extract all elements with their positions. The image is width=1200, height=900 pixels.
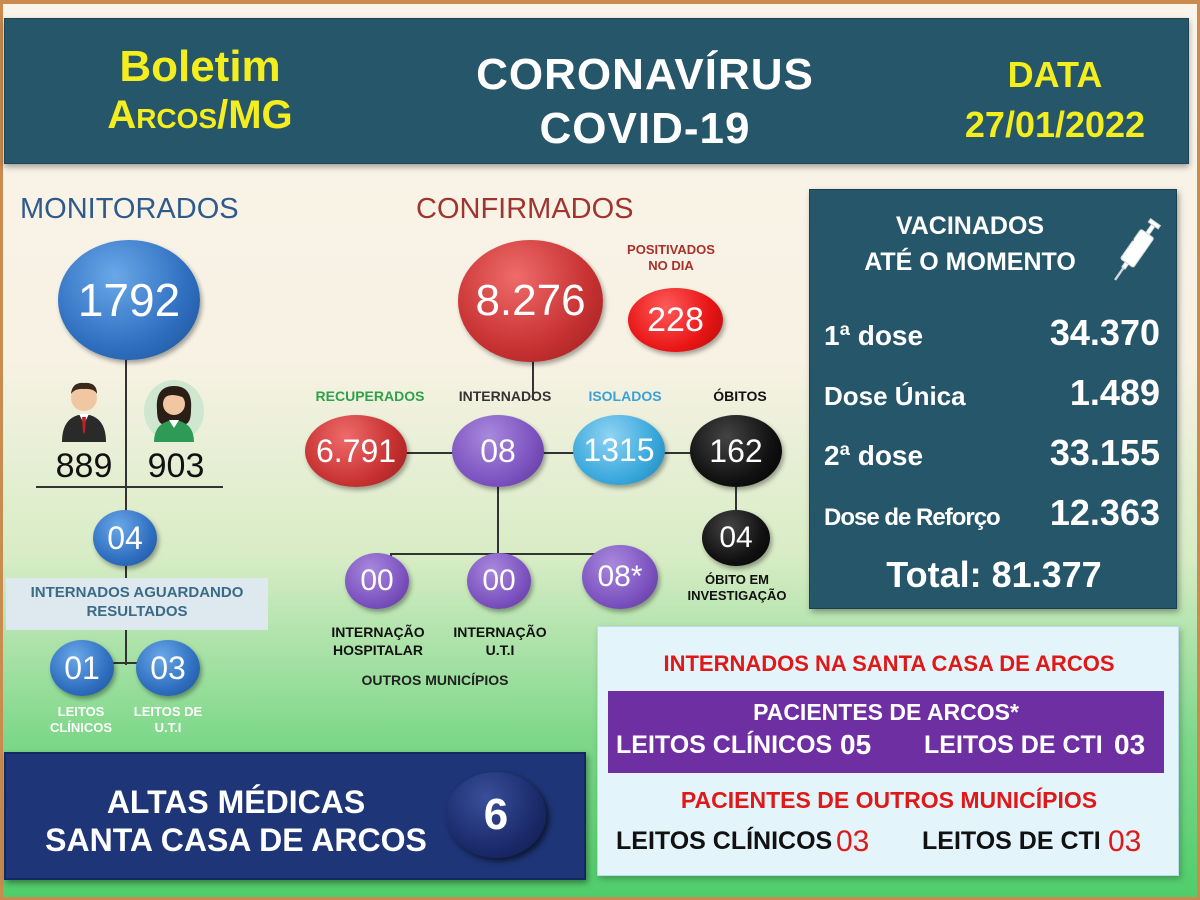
title-covid: COVID-19: [539, 104, 751, 153]
vacinados-title: VACINADOS: [895, 212, 1045, 240]
outros-clinicos-label: LEITOS CLÍNICOS: [616, 827, 833, 855]
vac-row-3: [824, 432, 1160, 474]
internacao-hospitalar-label: INTERNAÇÃO HOSPITALAR: [331, 624, 425, 658]
confirmados-total-bubble: 8.276: [458, 240, 603, 362]
recuperados-label: RECUPERADOS: [315, 388, 425, 404]
header-banner: [4, 18, 1189, 164]
altas-medicas-panel: [4, 752, 586, 880]
female-count: 903: [147, 447, 205, 485]
internacao-hospitalar-bubble: 00: [345, 553, 409, 609]
aguardando-bubble: 04: [93, 510, 157, 566]
internacao-uti-bubble: 00: [467, 553, 531, 609]
confirmados-title: CONFIRMADOS: [416, 193, 634, 225]
leitos-uti-bubble: 03: [136, 640, 200, 696]
outros-municipios-bubble: 08*: [582, 545, 658, 609]
outros-clinicos-value: 03: [836, 825, 870, 858]
woman-avatar-icon: [144, 380, 204, 442]
santa-casa-title: INTERNADOS NA SANTA CASA DE ARCOS: [663, 651, 1115, 676]
leitos-uti-label: LEITOS DE U.T.I: [133, 704, 203, 736]
monitorados-title: MONITORADOS: [20, 193, 239, 225]
date-value: 27/01/2022: [964, 104, 1146, 145]
pacientes-arcos-banner: [608, 691, 1164, 773]
outros-municipios-title: PACIENTES DE OUTROS MUNICÍPIOS: [680, 787, 1098, 813]
leitos-clinicos-label: LEITOS CLÍNICOS: [49, 704, 113, 736]
man-avatar-icon: [58, 380, 110, 442]
arcos-clinicos-label: LEITOS CLÍNICOS: [616, 731, 833, 759]
arcos-cti-value: 03: [1114, 729, 1146, 760]
vac-row-3-label: 2ª dose: [824, 440, 924, 471]
syringe-icon: [1110, 210, 1162, 290]
arcos-clinicos-value: 05: [840, 729, 872, 760]
internados-bubble: 08: [452, 415, 544, 487]
obito-investigacao-bubble: 04: [702, 510, 770, 566]
vac-row-4-label: Dose de Reforço: [824, 504, 1000, 531]
monitorados-divider: [36, 486, 223, 488]
internacao-uti-label: INTERNAÇÃO U.T.I: [453, 624, 547, 658]
vac-row-4: [824, 492, 1160, 534]
obitos-label: ÓBITOS: [713, 388, 767, 404]
title-coronavirus: CORONAVÍRUS: [476, 50, 814, 99]
vacinados-subtitle: ATÉ O MOMENTO: [864, 248, 1076, 276]
arcos-cti-label: LEITOS DE CTI: [924, 731, 1103, 759]
positivados-label: POSITIVADOS NO DIA: [627, 242, 715, 274]
leitos-clinicos-bubble: 01: [50, 640, 114, 696]
vacinados-total: Total: 81.377: [886, 554, 1102, 595]
outros-municipios-label: OUTROS MUNICÍPIOS: [361, 672, 509, 688]
vac-row-1: [824, 312, 1160, 354]
vac-row-3-value: 33.155: [1049, 432, 1160, 473]
isolados-bubble: 1315: [573, 415, 665, 485]
altas-line2: SANTA CASA DE ARCOS: [45, 822, 427, 858]
altas-line1: ALTAS MÉDICAS: [106, 784, 366, 820]
positivados-bubble: 228: [628, 288, 723, 352]
obitos-bubble: 162: [690, 415, 782, 487]
vac-row-2: [824, 372, 1160, 414]
isolados-label: ISOLADOS: [588, 388, 662, 404]
vac-row-2-label: Dose Única: [824, 381, 966, 411]
city-label: Arcos/MG: [107, 93, 293, 137]
date-label: DATA: [1007, 54, 1103, 95]
outros-cti-value: 03: [1108, 825, 1142, 858]
vac-row-1-label: 1ª dose: [824, 320, 924, 351]
aguardando-label: INTERNADOS AGUARDANDO RESULTADOS: [6, 578, 268, 630]
vac-row-1-value: 34.370: [1049, 312, 1160, 353]
altas-value-bubble: 6: [446, 772, 546, 858]
outros-cti-label: LEITOS DE CTI: [922, 827, 1101, 855]
pacientes-arcos-title: PACIENTES DE ARCOS*: [753, 699, 1019, 725]
vac-row-2-value: 1.489: [1069, 372, 1160, 413]
vac-row-4-value: 12.363: [1049, 492, 1160, 533]
boletim-label: Boletim: [119, 42, 281, 91]
vacinados-panel: [809, 189, 1177, 609]
internados-connector: [497, 480, 499, 555]
santa-casa-panel: [597, 626, 1179, 876]
recuperados-bubble: 6.791: [305, 415, 407, 487]
male-count: 889: [55, 447, 113, 485]
obito-investigacao-label: ÓBITO EM INVESTIGAÇÃO: [687, 572, 787, 604]
internados-label: INTERNADOS: [458, 388, 552, 404]
monitorados-total-bubble: 1792: [58, 240, 200, 360]
